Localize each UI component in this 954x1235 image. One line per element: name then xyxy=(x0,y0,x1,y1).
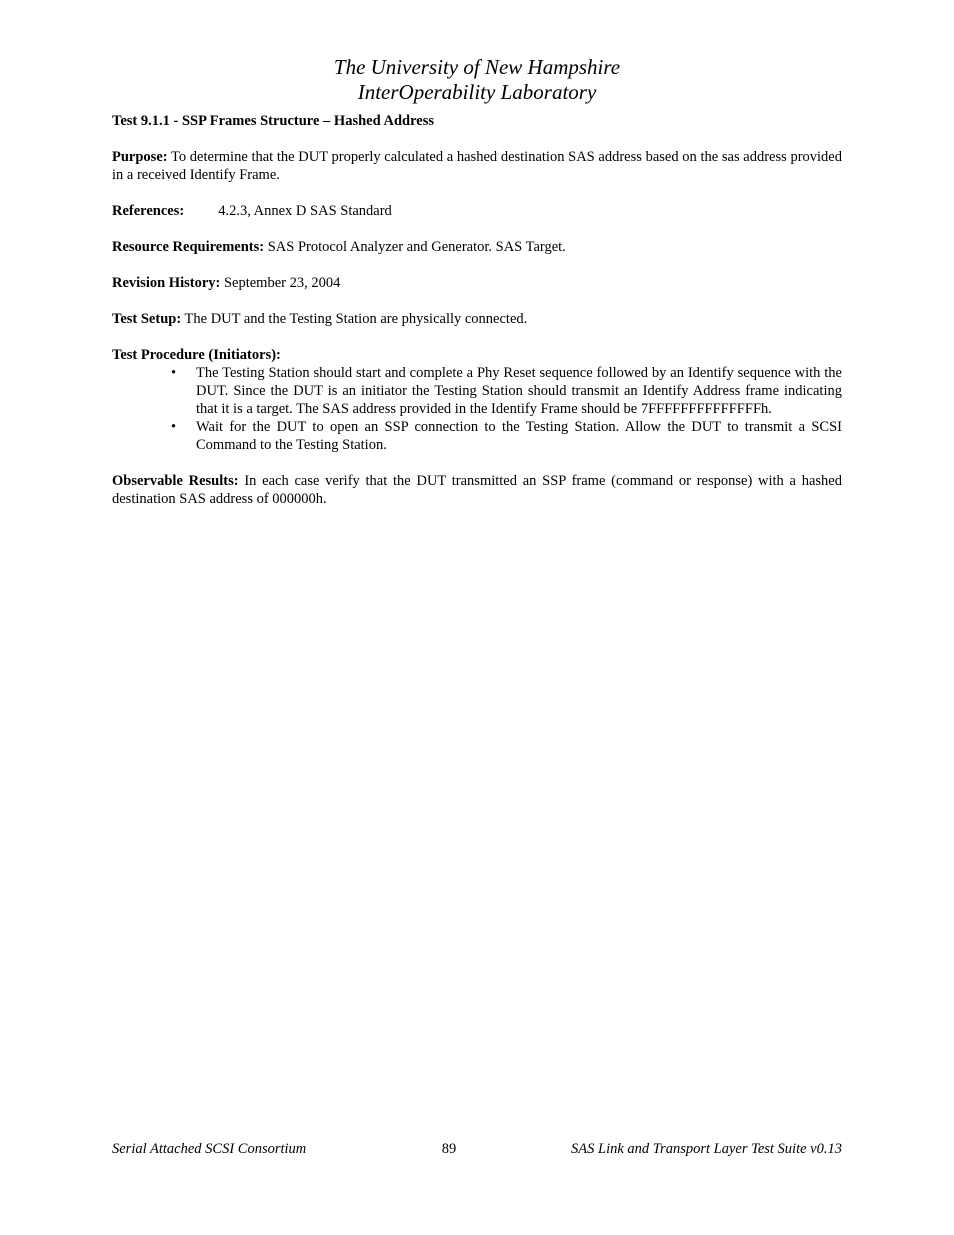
footer-consortium: Serial Attached SCSI Consortium xyxy=(112,1141,307,1157)
page-number: 89 xyxy=(441,1141,457,1157)
test-title: Test 9.1.1 - SSP Frames Structure – Hashed Address xyxy=(112,113,434,129)
revision-history-label: Revision History: xyxy=(112,275,221,291)
bullet-icon: • xyxy=(171,419,177,435)
test-procedure-list xyxy=(112,364,842,454)
references-section xyxy=(112,202,842,220)
procedure-step-text: Wait for the DUT to open an SSP connection to the Testing Station. Allow the DUT to transmit a SCSI Command to the Testing Station. xyxy=(196,419,842,453)
header-laboratory: InterOperability Laboratory xyxy=(357,80,597,104)
observable-results-label: Observable Results: xyxy=(112,473,239,489)
page-header xyxy=(0,55,954,105)
test-setup-text: The DUT and the Testing Station are physically connected. xyxy=(181,311,528,327)
header-institution: The University of New Hampshire xyxy=(333,55,621,79)
purpose-text: To determine that the DUT properly calculated a hashed destination SAS address based on the sas address provided in a received Identify Frame. xyxy=(112,149,842,183)
revision-history-section xyxy=(112,274,842,292)
resource-requirements-text: SAS Protocol Analyzer and Generator. SAS Target. xyxy=(264,239,566,255)
test-setup-section xyxy=(112,310,842,328)
purpose-label: Purpose: xyxy=(112,149,168,165)
resource-requirements-label: Resource Requirements: xyxy=(112,239,265,255)
list-item xyxy=(112,418,842,454)
bullet-icon: • xyxy=(171,365,177,381)
references-label: References: xyxy=(112,203,185,219)
list-item xyxy=(112,364,842,418)
references-text: 4.2.3, Annex D SAS Standard xyxy=(218,203,392,219)
observable-results-text: In each case verify that the DUT transmitted an SSP frame (command or response) with a hashed destination SAS address of 000000h. xyxy=(112,473,842,507)
test-procedure-heading: Test Procedure (Initiators): xyxy=(112,347,281,363)
revision-history-text: September 23, 2004 xyxy=(220,275,341,291)
procedure-step-text: The Testing Station should start and complete a Phy Reset sequence followed by an Identify sequence with the DUT. Since the DUT is an initiator the Testing Station should transmit an Identify Address frame indicating that it is a target. The SAS address provided in the Identify Frame should be 7FFFFFFFFFFFFFFh. xyxy=(196,365,842,417)
footer-suite-title: SAS Link and Transport Layer Test Suite v0.13 xyxy=(571,1141,842,1157)
observable-results-section xyxy=(112,472,842,508)
purpose-section xyxy=(112,148,842,184)
document-body xyxy=(112,112,842,526)
resource-requirements-section xyxy=(112,238,842,256)
test-setup-label: Test Setup: xyxy=(112,311,182,327)
